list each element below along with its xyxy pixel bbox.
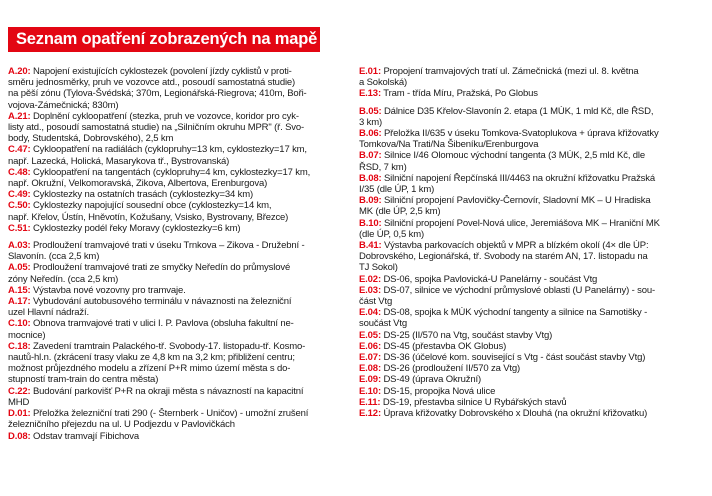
measure-first-line [359, 408, 709, 419]
measure-code: E.07: [359, 352, 381, 364]
measure-text: Silnice I/46 Olomouc východní tangenta (3 MÚK, 2,5 mld Kč, dle [381, 150, 646, 162]
measure-entry [8, 408, 356, 430]
measure-first-line [359, 173, 709, 184]
measure-text: Napojení existujících cyklostezek (povolení jízdy cyklistů v proti- [30, 66, 292, 77]
measure-code: A.17: [8, 296, 31, 308]
measure-continuation-line: součást Vtg [359, 318, 407, 330]
measure-first-line [8, 386, 356, 397]
measure-entry [359, 150, 709, 172]
measure-text: DS-06, spojka Pavlovická-U Panelárny - součást Vtg [380, 273, 598, 285]
measure-continuation-line: MK (dle ÚP, 2,5 km) [359, 206, 441, 218]
measure-entry [359, 397, 709, 408]
measure-text: Tram - třída Míru, Pražská, Po Globus [380, 88, 538, 100]
measure-text: Propojení tramvajových tratí ul. Zámečnická (mezi ul. 8. května [380, 66, 639, 77]
measure-entry [359, 66, 709, 88]
measure-code: B.06: [359, 128, 382, 140]
measure-entry [359, 330, 709, 341]
measure-continuation-line: železničního přejezdu na ul. U Podjezdu v Pavlovičkách [8, 419, 235, 431]
measure-first-line [359, 66, 709, 77]
measure-text: Zavedení tramtrain Palackého-tř. Svobody-17. listopadu-tř. Kosmo- [30, 340, 306, 352]
measure-text: DS-07, silnice ve východní průmyslové oblasti (U Panelárny) - sou- [380, 284, 655, 296]
measure-code: E.10: [359, 385, 381, 397]
measure-entry [359, 128, 709, 150]
measure-code: C.47: [8, 144, 31, 156]
measure-text: Obnova tramvajové trati v ulici I. P. Pavlova (obsluha fakultní ne- [30, 318, 294, 330]
measure-code: E.06: [359, 340, 381, 352]
measure-continuation-line: např. Křelov, Ústín, Hněvotín, Kožušany, Vsisko, Bystrovany, Březce) [8, 211, 289, 223]
measure-entry [359, 363, 709, 374]
measure-entry [359, 352, 709, 363]
measure-first-line [359, 274, 709, 285]
measure-entry [8, 285, 356, 296]
measure-first-line [8, 408, 356, 419]
measure-continuation-line: ŘSD, 7 km) [359, 161, 407, 173]
measure-entry [8, 111, 356, 145]
measures-list-right [359, 66, 709, 419]
measure-code: B.07: [359, 150, 382, 162]
measure-continuation-line: 3 km) [359, 116, 383, 128]
measure-text: Cyklostezky napojující sousední obce (cyklostezky=14 km, [30, 200, 272, 212]
measure-first-line [359, 240, 709, 251]
measure-code: C.50: [8, 200, 31, 212]
measure-text: Silniční propojení Povel-Nová ulice, Jeremiášova MK – Hraniční MK [381, 217, 660, 229]
measure-continuation-line: část Vtg [359, 296, 393, 308]
measure-entry [359, 285, 709, 307]
measure-continuation-line: např. Okružní, Velkomoravská, Zikova, Albertova, Erenburgova) [8, 178, 268, 190]
measure-entry [8, 240, 356, 262]
measure-text: DS-19, přestavba silnice U Rybářských stavů [380, 396, 567, 408]
measure-text: Budování parkovišť P+R na okraji města s návazností na kapacitní [30, 385, 304, 397]
measure-entry [359, 195, 709, 217]
measure-entry [8, 341, 356, 386]
measure-code: A.03: [8, 240, 31, 252]
measure-code: D.08: [8, 430, 31, 442]
measure-entry [359, 386, 709, 397]
measure-text: Výstavba nové vozovny pro tramvaje. [30, 284, 186, 296]
measure-first-line [359, 195, 709, 206]
measure-continuation-line: TJ Sokol) [359, 262, 398, 274]
measure-code: C.18: [8, 340, 31, 352]
measure-first-line [359, 128, 709, 139]
measure-text: Prodloužení tramvajové trati ze smyčky Neředín do průmyslové [30, 262, 291, 274]
measure-text: Silniční propojení Pavlovičky-Černovír, Sladovní MK – U Hradiska [381, 195, 651, 207]
measure-continuation-line: I/35 (dle ÚP, 1 km) [359, 184, 435, 196]
measures-list-left [8, 66, 356, 442]
measure-first-line [8, 200, 356, 211]
measure-code: B.10: [359, 217, 382, 229]
measure-text: Odstav tramvají Fibichova [30, 430, 140, 442]
measure-code: C.22: [8, 385, 31, 397]
measure-text: DS-36 (účelové kom. související s Vtg - část součást stavby Vtg) [380, 352, 646, 364]
measure-entry [359, 88, 709, 99]
measure-code: B.09: [359, 195, 382, 207]
measure-entry [8, 431, 356, 442]
measure-code: E.13: [359, 88, 381, 100]
measure-first-line [359, 88, 709, 99]
measure-code: B.05: [359, 105, 382, 117]
measure-first-line [359, 352, 709, 363]
measure-text: Přeložka železniční trati 290 (- Šternberk - Uničov) - umožní zrušení [30, 408, 309, 420]
measure-entry [8, 66, 356, 111]
measure-entry [359, 274, 709, 285]
measure-continuation-line: Tomkova/Na Trati/Na Šibeníku/Erenburgova [359, 139, 539, 151]
measure-entry [8, 262, 356, 284]
measure-first-line [8, 240, 356, 251]
measure-continuation-line: možnost průjezdného modelu a zřízení P+R mimo území města s do- [8, 363, 291, 375]
measure-continuation-line: Slavonín. (cca 2,5 km) [8, 251, 100, 263]
measure-continuation-line: MHD [8, 396, 30, 408]
measure-entry [359, 408, 709, 419]
measure-first-line [359, 374, 709, 385]
measure-text: Dálnice D35 Křelov-Slavonín 2. etapa (1 MÚK, 1 mld Kč, dle ŘSD, [381, 105, 654, 117]
measure-text: DS-15, propojka Nová ulice [380, 385, 496, 397]
measure-first-line [359, 363, 709, 374]
measure-code: E.03: [359, 284, 381, 296]
measure-continuation-line: zóny Neředín. (cca 2,5 km) [8, 273, 119, 285]
measure-first-line [8, 341, 356, 352]
measure-entry [359, 106, 709, 128]
measure-first-line [8, 167, 356, 178]
measure-text: DS-49 (úprava Okružní) [380, 374, 481, 386]
measure-first-line [8, 189, 356, 200]
measure-first-line [359, 106, 709, 117]
measure-text: DS-26 (prodloužení II/570 za Vtg) [380, 363, 521, 375]
measure-entry [359, 218, 709, 240]
measure-text: Silniční napojení Řepčínská III/4463 na okružní křižovatku Pražská [381, 172, 656, 184]
measure-first-line [359, 218, 709, 229]
measure-continuation-line: a Sokolská) [359, 77, 407, 89]
measure-entry [359, 307, 709, 329]
measure-continuation-line: uzel Hlavní nádraží. [8, 307, 89, 319]
measure-first-line [359, 150, 709, 161]
measure-code: A.20: [8, 66, 31, 77]
measure-first-line [359, 330, 709, 341]
measure-first-line [359, 285, 709, 296]
measure-entry [8, 296, 356, 318]
page-title: Seznam opatření zobrazených na mapě [8, 27, 320, 52]
measure-text: DS-08, spojka k MÚK východní tangenty a silnice na Samotišky - [380, 307, 648, 319]
measure-first-line [359, 386, 709, 397]
measure-code: E.05: [359, 329, 381, 341]
measure-continuation-line: body, Studentská, Dobrovského), 2,5 km [8, 133, 174, 145]
measure-text: DS-45 (přestavba OK Globus) [380, 340, 507, 352]
measure-code: C.10: [8, 318, 31, 330]
measure-entry [359, 173, 709, 195]
measure-text: Cyklostezky na ostatních trasách (cyklostezky=34 km) [30, 189, 253, 201]
measure-code: B.41: [359, 240, 382, 252]
measure-entry [8, 144, 356, 166]
measure-first-line [8, 262, 356, 273]
measure-entry [359, 240, 709, 274]
measure-first-line [8, 296, 356, 307]
measure-continuation-line: např. Lazecká, Holická, Masarykova tř., Bystrovanská) [8, 155, 230, 167]
measure-first-line [8, 144, 356, 155]
measure-text: Cykloopatření na tangentách (cyklopruhy=4 km, cyklostezky=17 km, [30, 166, 311, 178]
measure-code: C.49: [8, 189, 31, 201]
measure-continuation-line: nautů-hl.n. (zkrácení trasy vlaku ze 4,8 km na 3,2 km; přibližení centru; [8, 352, 295, 364]
measure-text: Vybudování autobusového terminálu v návaznosti na železniční [30, 296, 292, 308]
measure-continuation-line: (dle ÚP, 0,5 km) [359, 228, 425, 240]
measure-code: E.04: [359, 307, 381, 319]
measure-first-line [8, 285, 356, 296]
measure-text: DS-25 (II/570 na Vtg, součást stavby Vtg) [380, 329, 553, 341]
measure-text: Úprava křižovatky Dobrovského x Dlouhá (na okružní křižovatku) [380, 408, 648, 420]
measure-entry [8, 189, 356, 200]
measure-text: Cyklostezky podél řeky Moravy (cyklostezky=6 km) [30, 222, 241, 234]
measure-code: C.48: [8, 166, 31, 178]
measure-code: B.08: [359, 172, 382, 184]
measure-first-line [8, 431, 356, 442]
measure-entry [359, 341, 709, 352]
measure-code: A.15: [8, 284, 31, 296]
measure-code: C.51: [8, 222, 31, 234]
measure-code: E.11: [359, 396, 381, 408]
measure-code: E.02: [359, 273, 381, 285]
measure-code: A.05: [8, 262, 31, 274]
measure-entry [8, 200, 356, 222]
measure-first-line [359, 307, 709, 318]
measure-first-line [8, 318, 356, 329]
measure-entry [8, 167, 356, 189]
measure-first-line [359, 397, 709, 408]
measure-first-line [359, 341, 709, 352]
measure-first-line [8, 66, 356, 77]
measure-continuation-line: listy atd., posoudí samostatná studie) na „Silničním okruhu MPR" (ř. Svo- [8, 122, 305, 134]
measure-code: E.09: [359, 374, 381, 386]
measure-entry [8, 318, 356, 340]
measure-text: Cykloopatření na radiálách (cyklopruhy=13 km, cyklostezky=17 km, [30, 144, 307, 156]
measure-text: Doplnění cykloopatření (stezka, pruh ve vozovce, koridor pro cyk- [30, 110, 299, 122]
measure-continuation-line: mocnice) [8, 329, 46, 341]
measure-text: Prodloužení tramvajové trati v úseku Trnkova – Zikova - Družební - [30, 240, 305, 252]
measure-entry [8, 386, 356, 408]
measure-code: E.01: [359, 66, 381, 77]
measure-first-line [8, 223, 356, 234]
measure-code: E.12: [359, 408, 381, 420]
measure-entry [8, 223, 356, 234]
measure-continuation-line: na pěší zónu (Tylova-Švédská; 370m, Legionářská-Riegrova; 410m, Boři- [8, 88, 307, 100]
measure-first-line [8, 111, 356, 122]
measure-text: Přeložka II/635 v úseku Tomkova-Svatoplukova + úprava křižovatky [381, 128, 659, 140]
measure-entry [359, 374, 709, 385]
measure-code: A.21: [8, 110, 31, 122]
measure-code: E.08: [359, 363, 381, 375]
measure-continuation-line: stupností tram-train do centra města) [8, 374, 159, 386]
measure-code: D.01: [8, 408, 31, 420]
measure-continuation-line: směru jednosměrky, pruh ve vozovce atd., posoudí samostatná studie) [8, 77, 296, 89]
measure-continuation-line: vojova-Zámečnická; 830m) [8, 99, 119, 111]
measure-text: Výstavba parkovacích objektů v MPR a blízkém okolí (4× dle ÚP: [381, 240, 649, 252]
measure-continuation-line: Dobrovského, Legionářská, tř. Svobody na starém AN, 17. listopadu na [359, 251, 648, 263]
